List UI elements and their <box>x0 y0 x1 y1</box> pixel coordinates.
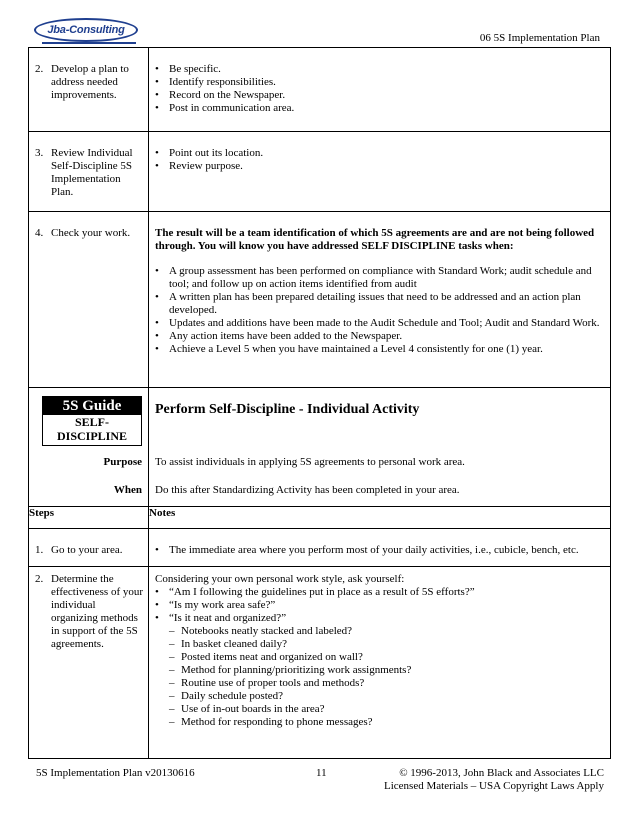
column-header-row <box>29 507 611 529</box>
steps-column-header: Steps <box>29 507 149 529</box>
guide-badge-subtitle: SELF-DISCIPLINE <box>56 415 128 443</box>
list-item: • A group assessment has been performed on compliance with Standard Work; audit schedule and tool; and follow up on action items identified from audit <box>155 265 602 291</box>
list-item: • Record on the Newspaper. <box>155 89 602 102</box>
notes-column-header: Notes <box>149 507 611 529</box>
page-header <box>28 14 608 48</box>
list-item: • Any action items have been added to the Newspaper. <box>155 330 602 343</box>
list-item: • Updates and additions have been made to the Audit Schedule and Tool; Audit and Standard Work. <box>155 317 602 330</box>
list-item: • Achieve a Level 5 when you have maintained a Level 4 consistently for one (1) year. <box>155 343 602 356</box>
purpose-text: To assist individuals in applying 5S agreements to personal work area. <box>155 456 465 468</box>
step-text: Determine the effectiveness of your individual organizing methods in support of the 5S agreements. <box>51 573 144 650</box>
step-number: 3. <box>35 147 44 159</box>
step-cell <box>29 567 149 759</box>
activity-title-cell <box>149 388 611 451</box>
when-label: When <box>113 484 142 496</box>
list-item: • “Am I following the guidelines put in place as a result of 5S efforts?” <box>155 586 602 599</box>
list-item: • Review purpose. <box>155 160 602 173</box>
table-row <box>29 212 611 388</box>
purpose-label-cell <box>29 450 149 478</box>
list-item: • “Is my work area safe?” <box>155 599 602 612</box>
purpose-label: Purpose <box>103 456 142 468</box>
document-title: 06 5S Implementation Plan <box>479 32 600 44</box>
step-cell <box>29 529 149 567</box>
step-number: 1. <box>35 544 44 556</box>
activity-title: Perform Self-Discipline - Individual Activity <box>155 402 420 417</box>
guide-badge-title: 5S Guide <box>43 397 141 415</box>
result-statement: The result will be a team identification of which 5S agreements are and are not being followed through. You will know you have addressed SELF DISCIPLINE tasks when: <box>155 227 595 252</box>
footer-document-version: 5S Implementation Plan v20130616 <box>36 767 195 779</box>
list-item: • Identify responsibilities. <box>155 76 602 89</box>
step-text: Check your work. <box>51 227 131 239</box>
copyright-line: © 1996-2013, John Black and Associates LLC <box>399 767 604 779</box>
sub-list-item: – Routine use of proper tools and methods? <box>169 677 602 690</box>
reflection-intro: Considering your own personal work style, ask yourself: <box>155 573 405 585</box>
when-text: Do this after Standardizing Activity has been completed in your area. <box>155 484 460 496</box>
sub-list-item: – In basket cleaned daily? <box>169 638 602 651</box>
notes-cell <box>149 132 611 212</box>
table-row <box>29 529 611 567</box>
list-item: • A written plan has been prepared detailing issues that need to be addressed and an action plan developed. <box>155 291 602 317</box>
license-line: Licensed Materials – USA Copyright Laws Apply <box>384 780 604 792</box>
purpose-text-cell <box>149 450 611 478</box>
step-number: 2. <box>35 63 44 75</box>
sub-list-item: – Daily schedule posted? <box>169 690 602 703</box>
notes-cell <box>149 48 611 132</box>
step-text: Go to your area. <box>51 544 123 556</box>
logo-text: Jba-Consulting <box>47 23 125 36</box>
table-row <box>29 567 611 759</box>
notes-cell <box>149 212 611 388</box>
step-cell <box>29 132 149 212</box>
list-item: • The immediate area where you perform most of your daily activities, i.e., cubicle, bench, etc. <box>155 544 602 557</box>
list-item: • Point out its location. <box>155 147 602 160</box>
company-logo <box>34 18 138 42</box>
step-cell <box>29 48 149 132</box>
step-cell <box>29 212 149 388</box>
when-text-cell <box>149 478 611 507</box>
when-label-cell <box>29 478 149 507</box>
sub-list-item: – Method for responding to phone messages? <box>169 716 602 729</box>
sub-list-item: – Notebooks neatly stacked and labeled? <box>169 625 602 638</box>
table-row <box>29 388 611 451</box>
sub-list-item: – Use of in-out boards in the area? <box>169 703 602 716</box>
table-row <box>29 48 611 132</box>
notes-cell <box>149 567 611 759</box>
list-item: • Post in communication area. <box>155 102 602 115</box>
list-item: • Be specific. <box>155 63 602 76</box>
table-row <box>29 132 611 212</box>
page-number: 11 <box>316 767 327 779</box>
list-item: • “Is it neat and organized?” <box>155 612 602 625</box>
step-text: Develop a plan to address needed improvements. <box>51 63 129 101</box>
sub-list-item: – Posted items neat and organized on wall? <box>169 651 602 664</box>
logo-underline <box>42 42 136 44</box>
footer-copyright <box>384 767 604 793</box>
implementation-table <box>28 47 611 759</box>
step-number: 4. <box>35 227 44 239</box>
step-text: Review Individual Self-Discipline 5S Implementation Plan. <box>51 147 133 198</box>
table-row <box>29 478 611 507</box>
guide-badge <box>42 396 142 446</box>
step-number: 2. <box>35 573 44 585</box>
notes-cell <box>149 529 611 567</box>
table-row <box>29 450 611 478</box>
sub-list-item: – Method for planning/prioritizing work assignments? <box>169 664 602 677</box>
guide-cell <box>29 388 149 451</box>
